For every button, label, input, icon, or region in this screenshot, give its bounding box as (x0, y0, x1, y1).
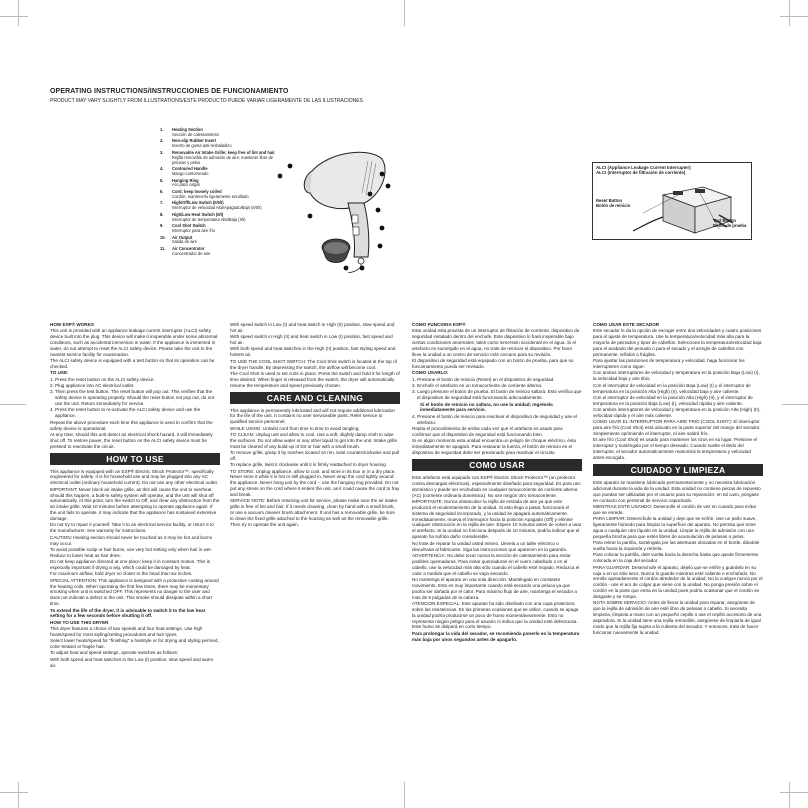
legend-item (160, 190, 280, 200)
callout-dot (376, 208, 381, 213)
paragraph: SERVICE NOTE: Before returning unit for service, please make sure the air intake grille is free of lint and hair. If it needs cleaning, clean by hand with a small brush, or use a vacuum cleaner brush attachment. If unit has a removable grille, be sure to clean the fixed grille attached to the housing as well as the removable grille. Then try to operate the unit again. (230, 498, 398, 528)
legend-text (172, 247, 280, 257)
column-english-1 (50, 322, 220, 669)
legend-en: Heating Section (172, 127, 203, 132)
callout-dot (378, 244, 383, 249)
paragraph: Este artefacto está equipado con ESP® Electric Shock Protector™ (un protector contra descargas eléctricas), especialmente diseñado para seguridad. Es para uso doméstico y puede ser enchufado en cualquier tomacorriente de corriente alterna (AC) (corriente ordinaria doméstica). No use ningún otro tomacorriente. (412, 474, 581, 498)
crop-mark (18, 782, 19, 808)
legend-text (172, 224, 280, 234)
paragraph: The ALCI safety device is equipped with a test button so that its operation can be checked. (50, 358, 215, 370)
callout-dot (344, 266, 349, 271)
paragraph: With both speed and heat switches in the Low (I) position, slow speed and warm air. (50, 656, 214, 668)
paragraph: Con el interruptor de velocidad en la posición Alta (High) (II), y el interruptor de temperatura en la posición Baja (Low) (I), velocidad rápida y aire caliente. (593, 394, 753, 406)
legend-number: 3. (160, 149, 164, 155)
crop-mark (789, 0, 790, 26)
legend-text (172, 236, 280, 246)
legend-item (160, 201, 280, 211)
legend-item (160, 236, 280, 246)
paragraph: Este aparato se mantiene lubricado permanentemente y no necesita lubricación adicional durante la vida de la unidad. Esta unidad no contiene piezas de repuesto que puedan ser utilizadas por el usuario para su reparación; en tal caso, póngase en contacto con personal de servicio capacitado. (593, 479, 761, 503)
legend-number: 7. (160, 200, 164, 206)
legend-number: 5. (160, 177, 164, 183)
reset-button (673, 191, 683, 195)
paragraph: IMPORTANT: Never block air intake grille, as this will cause the unit to overheat. Should this happen, a built-in safety system will operate, and the unit will shut off automatically. At this point, turn the switch to Off, and clear any obstruction from the air intake grille. Wait 10 minutes before attempting to operate appliance again. If the unit fails to operate, it may indicate that the appliance has sustained extensive damage. (50, 486, 220, 522)
legend-es: Interruptor de velocidad Alta/Apagado/Baja (II/0/I) (172, 205, 262, 211)
legend-en: Hanging Ring (172, 177, 199, 183)
page-subtitle: PRODUCT MAY VARY SLIGHTLY FROM ILLUSTRATIONS/ESTE PRODUCTO PUEDE VARIAR LIGERAMENTE DE LAS ILUSTRACIONES (50, 98, 363, 104)
legend-es: Interruptor de temperatura Alta/Baja (II/I) (172, 216, 246, 222)
paragraph: Do not keep appliance directed at one place; keep it in constant motion. This is especially important if drying a wig, which could be damaged by heat. (50, 559, 211, 570)
legend-en: Cord; keep loosely coiled (172, 188, 222, 194)
reset-button-label: Reset Button Botón de reinicio (596, 198, 631, 208)
paragraph: Para colocar la parrilla, dele vuelta hacia la derecha hasta que quede firmemente colocada en la caja del secador. (593, 552, 759, 564)
legend-number: 6. (160, 188, 164, 194)
legend-item (160, 213, 280, 223)
paragraph: ATENCION ESPECIAL: Este aparato ha sido diseñado con una capa protectora sobre las resistencias. En las primeras ocasiones que se utilice, cuando se apaga la unidad podría producirse un poco de humo momentáneamente. Esto no representa ningún peligro para el usuario ni indica que la unidad esté defectuosa. Este humo se disipará en corto tiempo. (412, 600, 579, 630)
callout-dot (368, 192, 373, 197)
subheading: HOW ESP® WORKS (50, 322, 94, 327)
legend-en: High/Low Heat Switch (II/I) (172, 211, 224, 217)
paragraph: TO STORE: Unplug appliance, allow to cool, and store in its box or in a dry place. Never store it while it is hot or still plugged in. Never wrap the cord tightly around the appliance. Never hang unit by the cord -- use the hanging ring provided. Do not put any stress on the cord where it enters the unit, as it could cause the cord to fray and break. (230, 468, 400, 498)
legend-item (160, 151, 280, 166)
page-title: OPERATING INSTRUCTIONS/INSTRUCCIONES DE FUNCIONAMIENTO (50, 88, 289, 95)
subheading: Para prolongar la vida del secador, se recomienda ponerlo en la temperatura más baja por unos segundos antes de apagarlo. (412, 630, 580, 642)
step: 3. Luego presione el botón de prueba. El botón de reinicio saltará. Esto verifica que el dispositivo de seguridad está funcionando adecuadamente. (412, 389, 582, 401)
legend-en: High/Off/Low Switch (II/0/I) (172, 200, 224, 206)
legend-es: Cordón; mantenerlo ligeramente enrollado (172, 193, 249, 199)
column-english-2 (230, 322, 400, 528)
legend-en: Air Output (172, 234, 193, 240)
paragraph: Para retirar la parrilla, sosténgala por las aberturas ubicadas en el borde, dándole vuelta hacia la izquierda y retírela. (593, 540, 760, 552)
callout-dot (380, 226, 385, 231)
paragraph: Si en algún momento esta unidad encuentra un peligro de choque eléctrico, ésta inmediatamente se apagará. Para restaurar la fuerza, el botón de reinicio en el dispositivo de seguridad debe ser presionado para reactivar el circuito. (412, 438, 576, 455)
fold-mark (404, 0, 405, 26)
legend-text (172, 151, 280, 166)
paragraph: The Cool Shot is used to set curls in place. Press the switch and hold it for length of time desired. When finger is released from the switch, the dryer will automatically resume the temperature and speed previously chosen. (230, 370, 400, 388)
fold-mark (782, 404, 808, 405)
paragraph: PARA GUARDAR: Desenchufe el aparato, déjelo que se enfríe y guárdelo en su caja o en un sitio seco. Nunca lo guarde mientras esté caliente o enchufado. No enrolle ajustadamente el cordón alrededor de la unidad. No la cuelgue nunca por el cordón - use el aro de colgar que viene con la unidad. No ponga presión sobre el cordón en la parte que entra en la unidad pues podría ocasionar que el cordón se desgaste y se rompa. (593, 564, 763, 600)
subheading: COMO FUNCIONA ESP® (412, 322, 466, 327)
paragraph: To adjust heat and speed settings, operate switches as follows: (50, 650, 179, 656)
legend-es: Inserto de goma anti-resbaladizo (172, 143, 232, 149)
legend-en: Non-slip Rubber Insert (172, 138, 217, 144)
step: 2. Plug appliance into AC electrical outlet. (50, 383, 135, 389)
paragraph: ADVERTENCIA: No debe tocar nunca la sección de calentamiento para evitar posibles quemaduras. Para evitar quemaduras en el cuero cabelludo o en el cabello, use la velocidad más alta sólo cuando el cabello esté mojado. Reduzca el calor a medida que el cabello se vaya secando. (412, 552, 580, 576)
legend-item (160, 167, 280, 177)
paragraph: Con ambos interruptores de velocidad y temperatura en la posición Alta (High) (II), velocidad rápida y el aire más caliente. (593, 407, 761, 418)
paragraph: TO USE THE COOL SHOT SWITCH: The Cool Shot switch is located at the top of the dryer handle. By depressing the switch, the airflow will become cool. (230, 358, 397, 370)
paragraph: With speed switch in High (II) and heat switch in Low (I) position, fast speed and hot air. (230, 334, 393, 346)
paragraph: Do not try to repair it yourself. Take it to an electrical service facility, or return it to the manufacturer. See warranty for instructions. (50, 522, 214, 534)
legend-text (172, 201, 280, 211)
legend-en: Contoured Handle (172, 166, 208, 172)
legend-es: Rejilla removible de admisión de aire; mantener libre de pelusas y pelos (172, 154, 274, 165)
paragraph: PARA LIMPIAR: Desenchufe la unidad y deje que se enfríe. Use un paño suave, ligeramente húmedo para limpiar la superficie del aparato. No permita que entre agua o cualquier otro líquido en la unidad. Limpie la rejilla de admisión con una pequeña brocha para que estén libres de acumulación de pelusas o pelos. (593, 516, 757, 539)
paragraph: Para ajustar las posiciones de temperatura y velocidad, haga funcionar los interruptores como sigue: (593, 358, 745, 370)
paragraph: Este secador le da la opción de escoger entre dos velocidades y cuatro posiciones para el ajuste de temperatura. Use la temperatura/velocidad más alta para la mayoría de peinados y tipos de cabellos. Seleccione la temperatura/velocidad baja para el acabado del peinado o para el secado y el arreglo de cabellos con permanente, teñidos o frágiles. (593, 328, 762, 357)
subheading: HOW TO USE THIS DRYER (50, 619, 109, 625)
paragraph: COMO USAR EL INTERRUPTOR PARA AIRE FRIO (COOL SHOT): El interruptor para aire frío (Cool Shot) está ubicado en la parte superior del mango del secador. Simplemente oprimiendo el interruptor, el aire saldrá frío. (593, 419, 761, 437)
paragraph: With speed switch in Low (I) and heat switch in High (II) position, slow speed and hot air. (230, 322, 395, 333)
paragraph: El dispositivo de seguridad está equipado con un botón de prueba, para que su funcionamiento pueda ser revisado. (412, 358, 574, 370)
crop-mark (18, 0, 19, 26)
alci-diagram (592, 162, 752, 240)
column-spanish-1 (412, 322, 582, 643)
step: 2. Enchufe el artefacto en un tomacorriente de corriente alterna. (412, 383, 543, 389)
legend-en: Removable Air Intake Grille; keep free of lint and hair (172, 149, 275, 155)
callout-dot (288, 164, 293, 169)
subheading: To extend the life of the dryer, it is advisable to switch it to the low heat setting for a few seconds before shutting it off. (50, 607, 206, 619)
legend-text (172, 213, 280, 223)
crop-mark (0, 792, 28, 793)
legend-es: Sección de calentamiento (172, 131, 219, 137)
paragraph: CAUTION: Heating section should never be touched as it may be hot and burns may occur. (50, 534, 212, 546)
paragraph: To replace grille, twist it clockwise until it is firmly reattached to dryer housing. (230, 462, 388, 468)
paragraph: TO CLEAN: Unplug unit and allow to cool. Use a soft, slightly damp cloth to wipe the surfaces. Do not allow water or any other liquid to get into the unit. Intake grille must be cleared of any build-up of lint or hair with a small brush. (230, 431, 397, 449)
legend-es: Mango contorneado (172, 171, 209, 177)
step: 1. Presione el botón de reinicio (Reset) en el dispositivo de seguridad. (412, 376, 555, 382)
legend-number: 10. (160, 234, 166, 240)
subheading: TO USE: (50, 370, 69, 376)
paragraph: Esta unidad esta provista de un interruptor de filtración de corriente, dispositivo de seguridad instalado dentro del enchufe. Este dispositivo lo hará inoperable bajo ciertas condiciones anormales, tales como inmersión accidental en el agua. Si el artefacto es sumergido en el agua, no trate de reiniciar el dispositivo. Por favor lleve la unidad a un centro de servicio más cercano para su revisión. (412, 328, 580, 357)
paragraph: Si el botón de reinicio no saltara, no use la unidad; regrésela inmediatamente para servicio. (420, 401, 553, 413)
legend-en: Cool Shot Switch (172, 223, 206, 229)
legend-number: 11. (160, 245, 166, 251)
callout-dot (386, 184, 391, 189)
crop-mark (780, 16, 808, 17)
legend-item (160, 139, 280, 149)
test-button-label: Test Button Botón de prueba (713, 218, 747, 228)
paragraph: El aire frío (Cool Shot) es usado para mantener los rizos en su lugar. Presione el interruptor y sosténgalo por el tiempo deseado. Cuando suelte el dedo del interruptor, el secador automáticamente reasumirá la temperatura y velocidad antes escogida. (593, 437, 757, 461)
legend-es: Aro para colgar (172, 182, 200, 188)
paragraph: Select lower heats/speed for "finishing" a hairstyle or for drying and styling permed, color-treated or fragile hair. (50, 638, 219, 650)
paragraph: This dryer features a choice of two speeds and four heat settings. Use high heats/speed for most styling/setting procedures and hair types. (50, 626, 203, 637)
paragraph: At any time, should this unit detect an electrical shock hazard, it will immediately shut off. To restore power, the reset button on the ALCI safety device must be pressed to reactivate the circuit. (50, 431, 213, 449)
paragraph: Con el interruptor de velocidad en la posición Baja (Low) (I) y el interruptor de temperatura en la posición Alta (High) (II), velocidad baja y aire caliente. (593, 382, 751, 394)
legend-number: 4. (160, 166, 164, 172)
callout-dot (278, 174, 283, 179)
section-heading: CARE AND CLEANING (230, 392, 400, 404)
legend-item (160, 179, 280, 189)
section-heading: HOW TO USE (50, 453, 220, 465)
paragraph: With both speed and heat switches in the High (II) position, fast styling speed and hottest air. (230, 346, 396, 358)
legend-text (172, 128, 280, 138)
paragraph: This unit is provided with an appliance leakage current interrupter (ALCI) safety device built into the plug. This device will make it inoperable under some abnormal conditions, such as accidental immersion in water. If the appliance is immersed in water, do not attempt to reset the ALCI safety device. Please take the unit to the nearest service facility for examination. (50, 328, 218, 357)
legend-item (160, 247, 280, 257)
paragraph: Con ambos interruptores de velocidad y temperatura en la posición Baja (Low) (I), la velocidad baja y aire tibio. (593, 370, 760, 382)
fold-mark (0, 404, 26, 405)
paragraph: No mantenga el aparato en una sola dirección. Manténgalo en constante movimiento. Esto es muy importante cuando está secando una peluca ya que podría ser dañada por el calor. Para máximo flujo de aire, mantenga el secador a más de 6 pulgadas de la cabeza. (412, 576, 577, 600)
legend-text (172, 167, 280, 177)
paragraph: This appliance is permanently lubricated and will not require additional lubrication for the life of the unit. It contains no user serviceable parts. Refer service to qualified service personnel. (230, 407, 395, 425)
callout-dot (308, 214, 313, 219)
step: 4. Presione el botón de reinicio para reactivar el dispositivo de seguridad y use el artefacto. (412, 413, 577, 425)
section-heading: CUIDADO Y LIMPIEZA (593, 464, 763, 476)
legend-text (172, 190, 280, 200)
parts-legend (160, 128, 280, 258)
paragraph: For maximum airflow, hold dryer no closer to the head than six inches. (50, 571, 193, 577)
crop-mark (780, 792, 808, 793)
legend-number: 8. (160, 211, 164, 217)
step: 1. Press the reset button on the ALCI safety device. (50, 376, 155, 382)
section-heading: COMO USAR (412, 459, 582, 471)
paragraph: SPECIAL ATTENTION: This appliance is designed with a protective coating around the heating coils. When operating the first few times, there may be momentary smoking when unit is switched OFF. This represents no danger to the user and does not indicate a defect in the unit. This smoke should dissipate within a short time. (50, 577, 219, 607)
paragraph: To remove grille, grasp it by notches located on rim, twist counterclockwise and pull off. (230, 450, 400, 461)
legend-text (172, 139, 280, 149)
paragraph: Repeat the above procedure each time this appliance is used to confirm that the safety device is operational. (50, 419, 213, 431)
legend-es: Concentrador de aire (172, 250, 211, 256)
legend-number: 1. (160, 127, 164, 132)
paragraph: This appliance is equipped with an ESP® Electric Shock Protector™, specifically engineered for safety. It is for household use and may be plugged into any AC electrical outlet (ordinary household current). Do not use any other electrical outlet. (50, 468, 219, 486)
legend-number: 2. (160, 138, 164, 144)
paragraph: WHILE USING: Untwist cord from time to time to avoid tangling. (230, 425, 360, 431)
paragraph: NOTA SOBRE SERVICIO: Antes de llevar la unidad para reparar, asegúrese de que la rejilla de admisión de aire esté libre de pelusas o cabello. Si necesita limpieza, límpiela a mano con un pequeño cepillo o use el cepillo accesorio de una aspiradora. Si la unidad tiene una rejilla removible, asegúrese de limpiarla de igual modo que la rejilla fija sujeta a la cubierta del secador. Y entonces, trate de hacer funcionar nuevamente la unidad. (593, 600, 762, 635)
column-spanish-2 (593, 322, 763, 636)
crop-mark (789, 782, 790, 808)
callout-dot (360, 266, 365, 271)
legend-es: Interruptor para aire frío (172, 228, 216, 234)
subheading: COMO USARLO: (412, 370, 449, 376)
legend-en: Air Concentrator (172, 245, 205, 251)
paragraph: To avoid possible scalp or hair burns, use very hot setting only when hair is wet. Reduce to lower heat as hair dries. (50, 546, 212, 558)
paragraph: No trate de reparar la unidad usted mismo. Llévela a un taller eléctrico o devuélvala al fabricante. Siga las instrucciones que aparecen en la garantía. (412, 540, 568, 552)
callout-dot (380, 172, 385, 177)
legend-item (160, 224, 280, 234)
legend-es: Salida de aire (172, 239, 198, 245)
paragraph: Repita el procedimiento de arriba cada vez que el artefacto es usado para confirmar que el dispositivo de seguridad está funcionando bien. (412, 425, 563, 437)
legend-text (172, 179, 280, 189)
legend-number: 9. (160, 223, 164, 229)
fold-mark (404, 782, 405, 808)
test-button (695, 189, 705, 193)
step: 3. Then press the test button. The reset button will pop out. This verifies that the safety device is operating properly. Should the reset button not pop out, do not use the unit. Return immediately for service. (50, 389, 215, 407)
crop-mark (0, 16, 28, 17)
legend-item (160, 128, 280, 138)
callout-markers (270, 118, 400, 278)
subheading: COMO USAR ESTE SECADOR (593, 322, 660, 327)
step: 4. Press the reset button to re-activate the ALCI safety device and use the appliance. (50, 407, 201, 419)
paragraph: IMPORTANTE: Nunca obstaculice la rejilla de entrada de aire ya que esto producirá el recalentamiento de la unidad. Si esto llega a pasar, funcionará el sistema de seguridad incorporado, y la unidad se apagará automáticamente. Inmediatamente, mueva el interruptor hacia la posición Apagado (Off) y elimine cualquier obstrucción en la rejilla de aire. Espere 10 minutos antes de volver a usar el artefacto. Si la unidad no funciona después de 10 minutos, podría indicar que el aparato ha sufrido daño considerable. (412, 498, 582, 540)
paragraph: MIENTRAS ESTE USANDO: Desenrolle el cordón de vez en cuando para evitar que se enrede. (593, 503, 757, 515)
alci-title: ALCI (Appliance Leakage Current Interrupter) ALCI (Interruptor de filtración de corriente) (596, 165, 691, 175)
